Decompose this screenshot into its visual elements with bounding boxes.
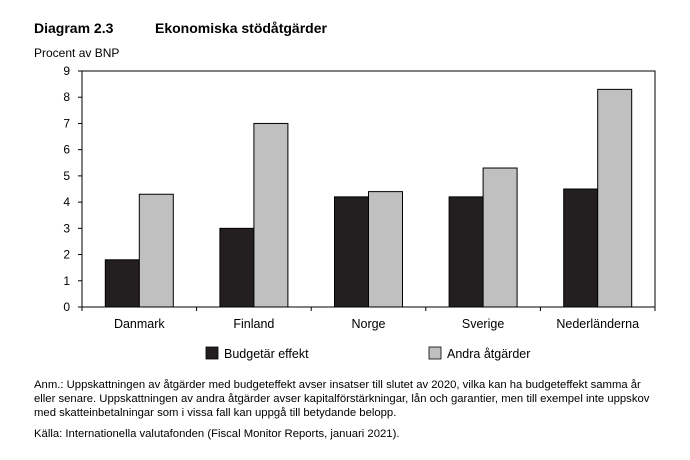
bar-budget-4 [564, 189, 598, 307]
bar-other-3 [483, 168, 517, 307]
bar-budget-3 [449, 197, 483, 307]
bar-budget-0 [105, 260, 139, 307]
bar-other-2 [369, 192, 403, 307]
x-tick-label: Danmark [113, 317, 165, 331]
legend-swatch [206, 347, 218, 359]
chart-title: Ekonomiska stödåtgärder [155, 20, 327, 36]
diagram-number: Diagram 2.3 [34, 20, 114, 36]
legend-label: Budgetär effekt [224, 347, 309, 361]
y-tick-label: 2 [63, 247, 70, 262]
x-tick-label: Finland [233, 317, 275, 331]
bar-budget-1 [220, 228, 254, 307]
y-tick-label: 6 [63, 142, 70, 157]
y-tick-label: 7 [63, 116, 70, 131]
y-tick-label: 8 [63, 90, 70, 105]
y-tick-label: 5 [63, 168, 70, 183]
y-axis-label: Procent av BNP [34, 46, 120, 60]
chart-note: Anm.: Uppskattningen av åtgärder med budgeteffekt avser insatser till slutet av 2020, vilka kan ha budgeteffekt samma år eller senare. Uppskattningen av andra åtgärder avser kapitalförstärkningar, lån och garantier, men till exempel inte uppskov med skatteinbetalningar som i vissa fall kan uppgå till betydande belopp. [34, 379, 650, 419]
y-tick-label: 4 [63, 195, 70, 210]
bar-other-0 [139, 194, 173, 307]
y-tick-label: 3 [63, 221, 70, 236]
legend-label: Andra åtgärder [447, 347, 531, 361]
y-tick-label: 0 [63, 300, 70, 314]
x-tick-label: Norge [351, 317, 386, 331]
legend-swatch [429, 347, 441, 359]
bar-other-4 [598, 89, 632, 307]
bar-budget-2 [335, 197, 369, 307]
chart-source: Källa: Internationella valutafonden (Fiscal Monitor Reports, januari 2021). [34, 428, 400, 440]
y-tick-label: 9 [63, 64, 70, 78]
x-tick-label: Nederländerna [556, 317, 640, 331]
bar-other-1 [254, 123, 288, 307]
y-tick-label: 1 [63, 273, 70, 288]
x-tick-label: Sverige [461, 317, 505, 331]
